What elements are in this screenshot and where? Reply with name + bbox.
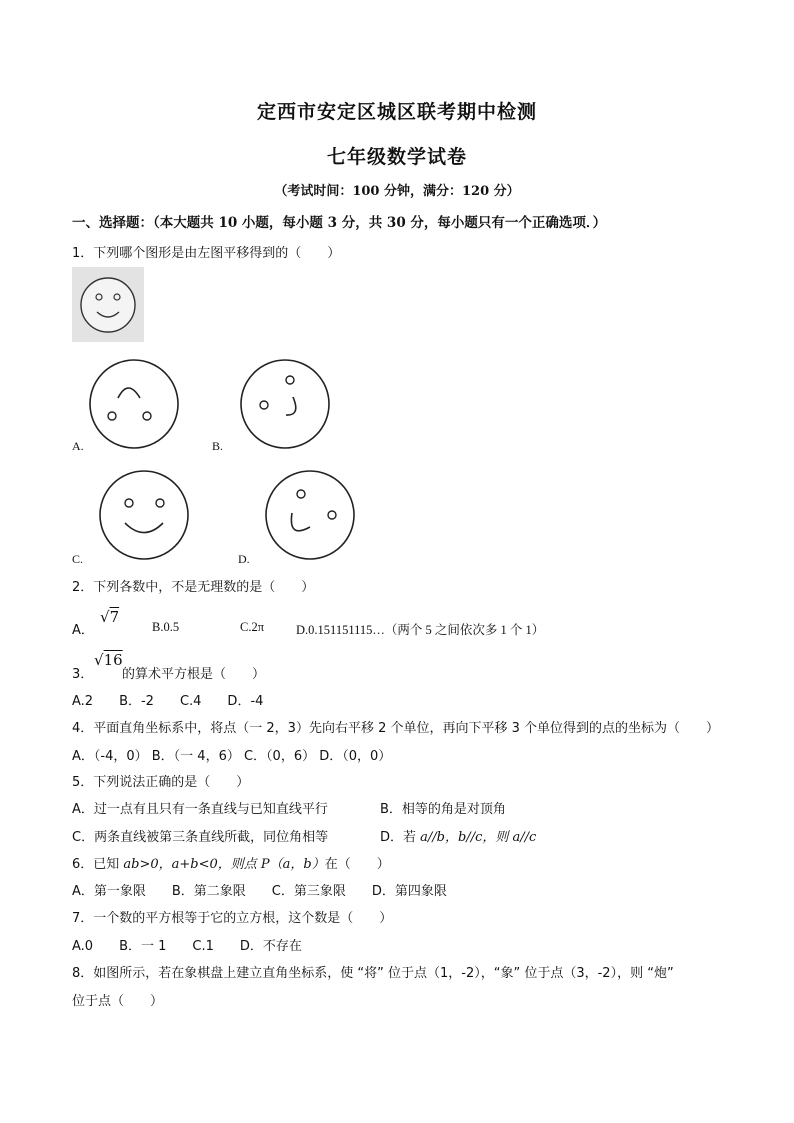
option-d-label: D. <box>238 552 250 566</box>
question-2-stem: 2．下列各数中，不是无理数的是（ ） <box>72 580 315 595</box>
q5-option-d-math: a//b，b//c，则 a//c <box>420 830 537 845</box>
q7-options: A.0 B．一 1 C.1 D．不存在 <box>72 939 302 954</box>
q2-option-d: D.0.151151115…（两个 5 之间依次多 1 个 1） <box>296 623 545 637</box>
q2-radicand: 7 <box>109 608 120 626</box>
q3-options: A.2 B．-2 C.4 D．-4 <box>72 694 264 709</box>
q5-option-b: B．相等的角是对顶角 <box>380 802 506 817</box>
exam-title: 定西市安定区城区联考期中检测 <box>256 101 537 123</box>
radical-sign-icon: √ <box>94 651 104 669</box>
question-6-stem <box>72 853 390 872</box>
q3-radicand: 16 <box>103 651 123 669</box>
option-b-label: B. <box>212 439 224 453</box>
question-7-stem: 7．一个数的平方根等于它的立方根，这个数是（ ） <box>72 911 393 926</box>
option-b-face-figure <box>239 358 331 450</box>
option-c-face-figure <box>98 469 190 561</box>
section-heading: 一、选择题：（本大题共 10 小题，每小题 3 分，共 30 分，每小题只有一个正确选项．） <box>72 215 607 231</box>
question-4-stem: 4．平面直角坐标系中，将点（一 2，3）先向右平移 2 个单位，再向下平移 3 个单位得到的点的坐标为（ ） <box>72 721 720 736</box>
q4-options: A．（-4，0） B．（一 4，6） C．（0，6） D．（0，0） <box>72 749 392 764</box>
option-d-face-figure <box>264 469 356 561</box>
q2-option-b: B.0.5 <box>152 620 180 634</box>
question-3-stem: 的算术平方根是（ ） <box>122 667 266 682</box>
q6-options: A．第一象限 B．第二象限 C．第三象限 D．第四象限 <box>72 884 447 899</box>
radical-sign-icon: √ <box>100 608 110 626</box>
q6-stem-math: ab>0，a+b<0，则点 P（a，b） <box>123 857 325 872</box>
q5-option-a: A．过一点有且只有一条直线与已知直线平行 <box>72 802 328 817</box>
q6-stem-suffix: 在（ ） <box>324 857 390 872</box>
exam-time-note: （考试时间：100 分钟，满分：120 分） <box>274 184 520 199</box>
question-5-stem: 5．下列说法正确的是（ ） <box>72 775 250 790</box>
q5-option-d <box>380 826 536 845</box>
option-a-label: A. <box>72 439 84 453</box>
option-c-label: C. <box>72 552 84 566</box>
question-8-stem-line1: 8．如图所示，若在象棋盘上建立直角坐标系，使 “将” 位于点（1，-2），“象” 位于点（3，-2），则 “炮” <box>72 966 674 981</box>
question-8-stem-line2: 位于点（ ） <box>72 994 164 1009</box>
option-a-face-figure <box>88 358 180 450</box>
sqrt-sixteen <box>94 651 123 669</box>
exam-subtitle: 七年级数学试卷 <box>326 146 467 168</box>
q2-option-c: C.2π <box>240 620 265 634</box>
q2-option-a-prefix: A． <box>72 623 94 638</box>
q5-option-c: C．两条直线被第三条直线所截，同位角相等 <box>72 830 329 845</box>
sqrt-seven <box>100 608 119 626</box>
q6-stem-prefix: 6．已知 <box>72 857 124 872</box>
q5-option-d-prefix: D．若 <box>380 830 421 845</box>
q3-number: 3． <box>72 667 94 682</box>
reference-face-figure <box>72 267 144 342</box>
question-1-stem: 1．下列哪个图形是由左图平移得到的（ ） <box>72 246 341 261</box>
